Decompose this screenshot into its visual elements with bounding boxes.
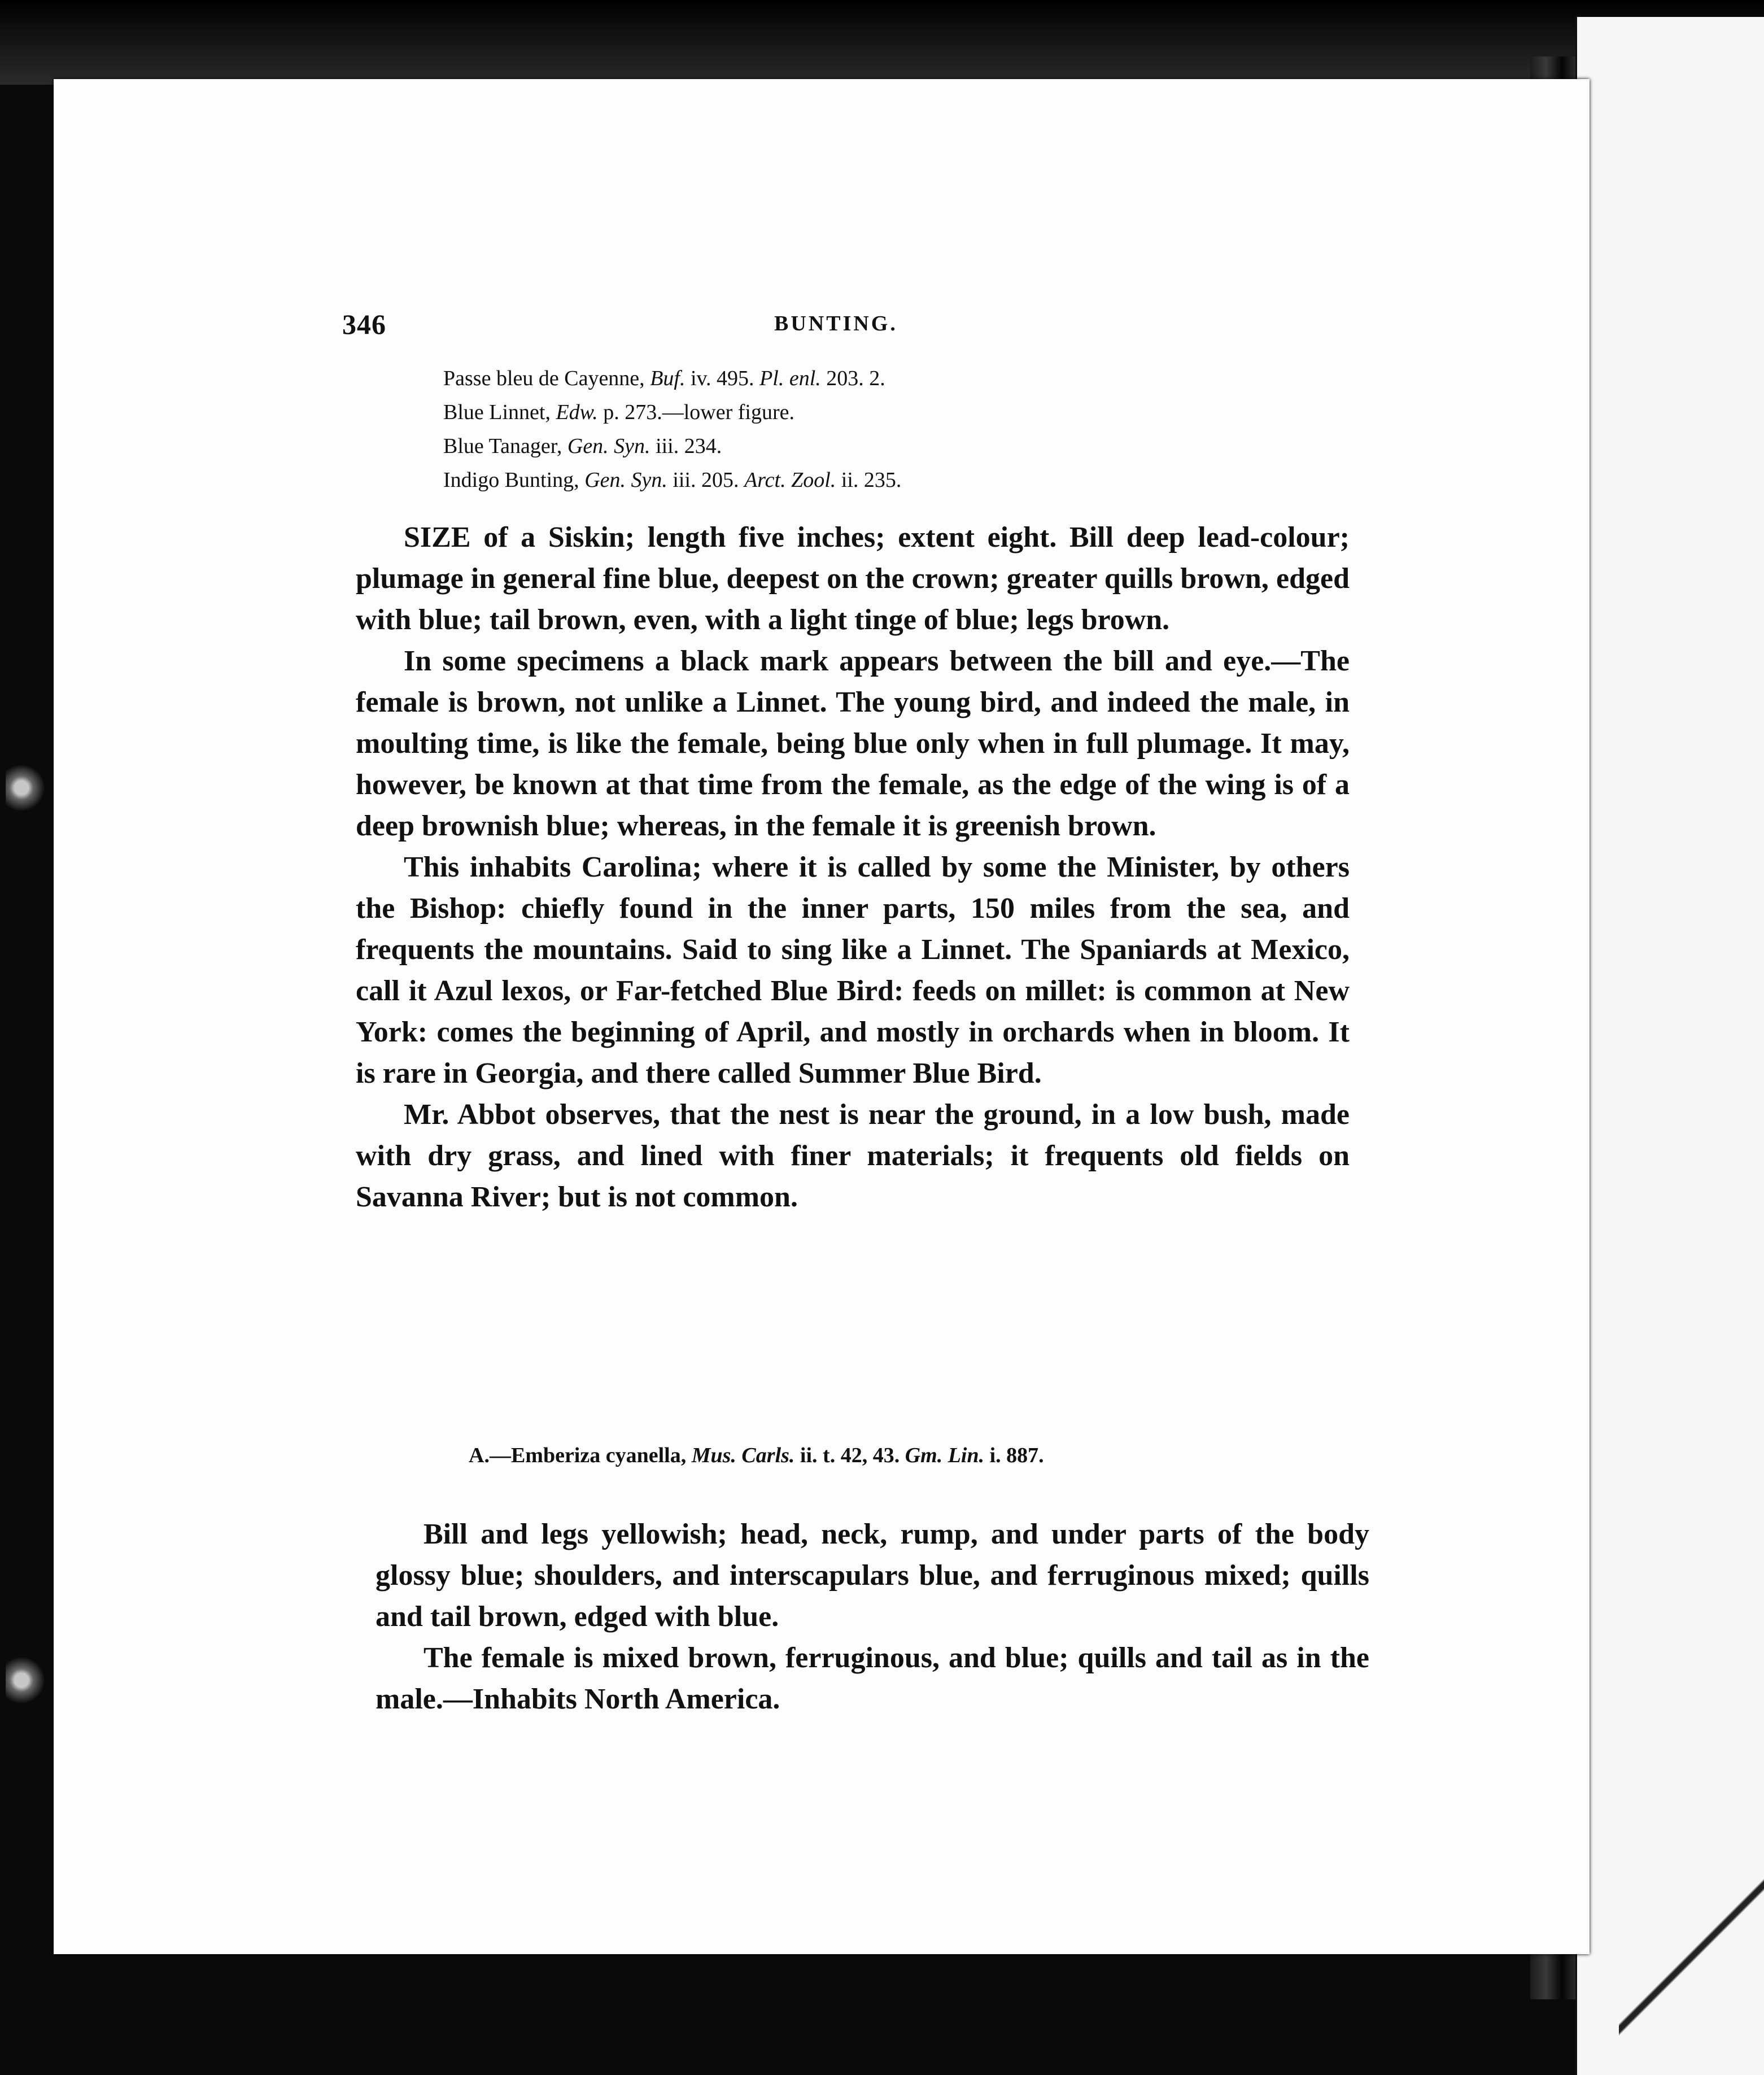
synonymy-list: [443, 361, 1177, 497]
synonym-entry: Blue Linnet, Edw. p. 273.—lower figure.: [443, 400, 794, 424]
page-corner-fold: [1619, 1872, 1764, 2041]
body-paragraph: SIZE of a Siskin; length five inches; extent eight. Bill deep lead-colour; plumage in general fine blue, deepest on the crown; greater quills brown, edged with blue; tail brown, even, with a light tinge of blue; legs brown.: [356, 521, 1350, 636]
variety-description: [375, 1514, 1369, 1720]
body-paragraph: In some specimens a black mark appears between the bill and eye.—The female is brown, not unlike a Linnet. The young bird, and indeed the male, in moulting time, is like the female, being blue only when in full plumage. It may, however, be known at that time from the female, as the edge of the wing is of a deep brownish blue; whereas, in the female it is greenish brown.: [356, 645, 1350, 842]
running-head: [342, 308, 907, 342]
body-paragraph: Mr. Abbot observes, that the nest is near the ground, in a low bush, made with dry grass, and lined with finer materials; it frequents old fields on Savanna River; but is not common.: [356, 1098, 1350, 1213]
scan-artifact: [6, 757, 45, 819]
facing-page-edge: [1575, 17, 1764, 2075]
scan-border-top: [0, 0, 1764, 85]
body-paragraph: The female is mixed brown, ferruginous, and blue; quills and tail as in the male.—Inhabits North America.: [375, 1642, 1369, 1715]
species-description: [356, 517, 1350, 1218]
synonym-entry: Passe bleu de Cayenne, Buf. iv. 495. Pl. enl. 203. 2.: [443, 367, 885, 390]
body-paragraph: This inhabits Carolina; where it is called by some the Minister, by others the Bishop: chiefly found in the inner parts, 150 miles from the sea, and frequents the mountains. Said to sing like a Linnet. The Spaniards at Mexico, call it Azul lexos, or Far-fetched Blue Bird: feeds on millet: is common at New York: comes the beginning of April, and mostly in orchards when in bloom. It is rare in Georgia, and there called Summer Blue Bird.: [356, 851, 1350, 1089]
page-number: 346: [342, 308, 386, 340]
synonym-entry: Indigo Bunting, Gen. Syn. iii. 205. Arct. Zool. ii. 235.: [443, 468, 902, 492]
page-title: BUNTING.: [774, 312, 898, 335]
synonym-entry: Blue Tanager, Gen. Syn. iii. 234.: [443, 434, 722, 458]
body-paragraph: Bill and legs yellowish; head, neck, rump, and under parts of the body glossy blue; shoulders, and interscapulars blue, and ferruginous mixed; quills and tail brown, edged with blue.: [375, 1518, 1369, 1633]
variety-reference: A.—Emberiza cyanella, Mus. Carls. ii. t. 42, 43. Gm. Lin. i. 887.: [469, 1444, 1044, 1467]
scan-artifact: [6, 1649, 45, 1711]
